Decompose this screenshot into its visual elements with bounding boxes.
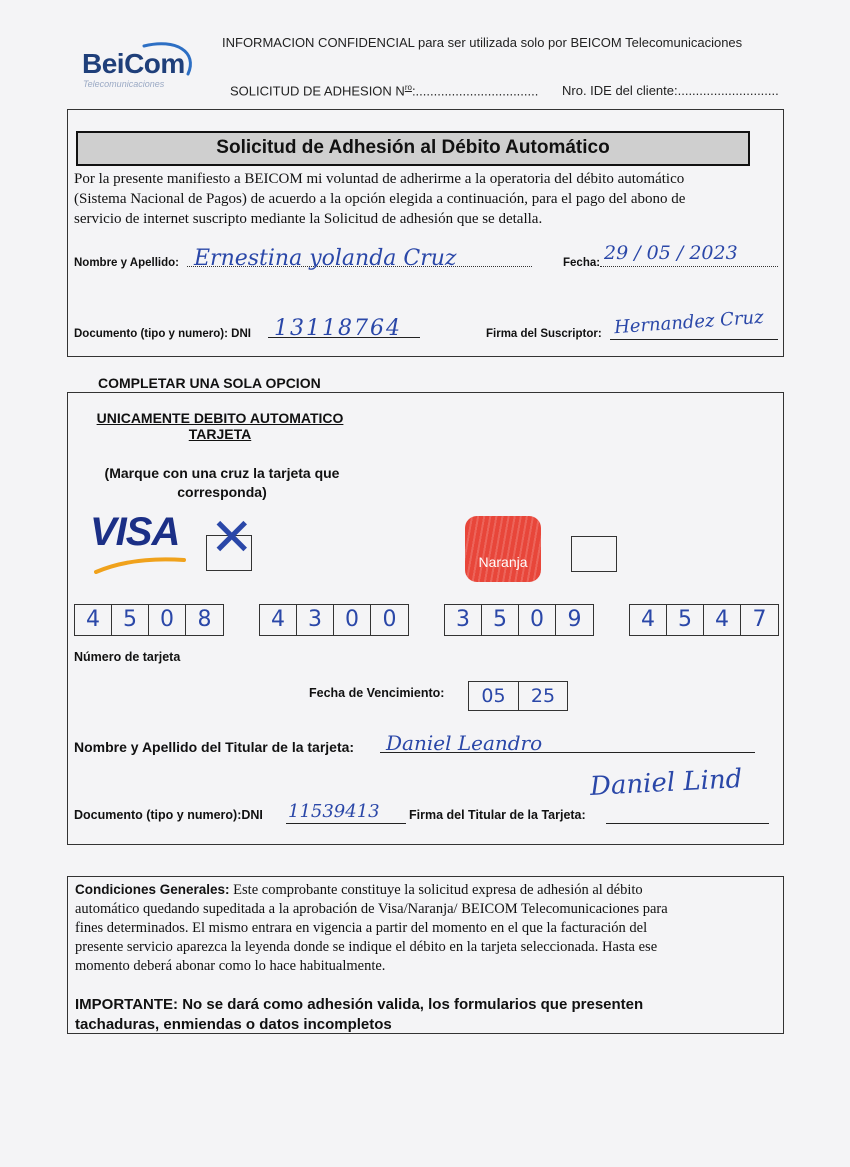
card-number-label: Número de tarjeta bbox=[74, 650, 181, 664]
card-digit: 0 bbox=[149, 605, 186, 635]
solicitud-number bbox=[230, 83, 538, 98]
holder-signature[interactable]: Daniel Lind bbox=[589, 764, 744, 802]
naranja-logo-text: Naranja bbox=[478, 554, 528, 570]
visa-logo-text: VISA bbox=[90, 510, 180, 554]
important-line: tachaduras, enmiendas o datos incompletos bbox=[75, 1016, 392, 1033]
card-instruction-line: (Marque con una cruz la tarjeta que bbox=[104, 465, 340, 481]
company-logo bbox=[80, 40, 200, 92]
card-subheading-line: TARJETA bbox=[188, 426, 252, 442]
card-digit: 5 bbox=[667, 605, 704, 635]
intro-line: servicio de internet suscripto mediante la Solicitud de adhesión que se detalla. bbox=[74, 211, 543, 227]
logo-text: BeiCom bbox=[82, 48, 185, 79]
card-digit: 4 bbox=[75, 605, 112, 635]
naranja-checkbox[interactable] bbox=[571, 536, 617, 572]
card-digit: 5 bbox=[482, 605, 519, 635]
solicitud-label: SOLICITUD DE ADHESION N bbox=[230, 83, 405, 99]
card-digit: 8 bbox=[197, 607, 212, 632]
expiry-month: 05 bbox=[469, 682, 519, 710]
date-line bbox=[600, 266, 778, 267]
form-title: Solicitud de Adhesión al Débito Automático bbox=[76, 131, 750, 166]
naranja-logo bbox=[465, 516, 541, 582]
visa-logo bbox=[90, 510, 190, 574]
intro-paragraph bbox=[74, 169, 774, 229]
card-subheading-line: UNICAMENTE DEBITO AUTOMATICO bbox=[96, 410, 344, 426]
card-digit: 9 bbox=[567, 607, 582, 632]
holder-signature-label: Firma del Titular de la Tarjeta: bbox=[409, 808, 586, 822]
intro-line: (Sistema Nacional de Pagos) de acuerdo a la opción elegida a continuación, para el pago del abono de bbox=[74, 191, 686, 207]
client-id: Nro. IDE del cliente:............................ bbox=[562, 83, 779, 98]
card-digit: 4 bbox=[630, 605, 667, 635]
visa-swoosh-icon bbox=[94, 556, 186, 574]
card-digit: 4 bbox=[260, 605, 297, 635]
holder-document-label: Documento (tipo y numero):DNI bbox=[74, 808, 263, 822]
document-field[interactable]: 13118764 bbox=[274, 316, 402, 341]
important-notice bbox=[75, 995, 643, 1035]
confidential-notice: INFORMACION CONFIDENCIAL para ser utilizada solo por BEICOM Telecomunicaciones bbox=[222, 35, 743, 50]
card-number-group-3[interactable] bbox=[444, 604, 594, 636]
option-heading: COMPLETAR UNA SOLA OPCION bbox=[98, 375, 321, 391]
card-subheading bbox=[84, 410, 356, 442]
card-digit: 0 bbox=[519, 605, 556, 635]
card-digit: 3 bbox=[445, 605, 482, 635]
visa-check-mark: ✕ bbox=[210, 508, 254, 568]
holder-document-line bbox=[286, 823, 406, 824]
holder-name-field[interactable]: Daniel Leandro bbox=[386, 731, 543, 755]
date-label: Fecha: bbox=[563, 257, 601, 269]
holder-signature-line bbox=[606, 823, 769, 824]
conditions-line: presente servicio aparezca la leyenda donde se indique el débito en la tarjeta seleccionada. Hasta ese bbox=[75, 939, 658, 955]
card-digit: 4 bbox=[704, 605, 741, 635]
name-field[interactable]: Ernestina yolanda Cruz bbox=[194, 246, 457, 271]
card-digit: 0 bbox=[334, 605, 371, 635]
conditions-line: momento deberá abonar como lo hace habitualmente. bbox=[75, 958, 386, 974]
expiry-label: Fecha de Vencimiento: bbox=[309, 686, 445, 700]
card-instruction bbox=[86, 464, 358, 502]
expiry-field[interactable] bbox=[468, 681, 568, 711]
solicitud-dots: :.................................. bbox=[411, 83, 539, 99]
name-label: Nombre y Apellido: bbox=[74, 257, 179, 269]
date-field[interactable]: 29 / 05 / 2023 bbox=[604, 242, 738, 264]
conditions-text bbox=[75, 880, 778, 976]
conditions-line: fines determinados. El mismo entrara en vigencia a partir del momento en el que la facturación del bbox=[75, 920, 648, 936]
card-number-group-4[interactable] bbox=[629, 604, 779, 636]
important-line: IMPORTANTE: No se dará como adhesión valida, los formularios que presenten bbox=[75, 996, 644, 1013]
subscriber-signature-label: Firma del Suscriptor: bbox=[486, 328, 602, 340]
document-label: Documento (tipo y numero): DNI bbox=[74, 328, 251, 340]
card-instruction-line: corresponda) bbox=[177, 484, 267, 500]
card-number-group-2[interactable] bbox=[259, 604, 409, 636]
solicitud-sup: ro bbox=[404, 83, 412, 92]
intro-line: Por la presente manifiesto a BEICOM mi voluntad de adherirme a la operatoria del débito automático bbox=[74, 171, 685, 187]
expiry-year: 25 bbox=[530, 685, 556, 707]
card-number-group-1[interactable] bbox=[74, 604, 224, 636]
conditions-line: automático quedando supeditada a la aprobación de Visa/Naranja/ BEICOM Telecomunicaciones para bbox=[75, 901, 668, 917]
card-digit: 3 bbox=[297, 605, 334, 635]
card-digit: 0 bbox=[382, 607, 397, 632]
card-digit: 7 bbox=[752, 607, 767, 632]
conditions-line: Este comprobante constituye la solicitud expresa de adhesión al débito bbox=[233, 882, 643, 898]
card-digit: 5 bbox=[112, 605, 149, 635]
conditions-label: Condiciones Generales: bbox=[75, 882, 230, 897]
logo-subtitle: Telecomunicaciones bbox=[83, 79, 165, 89]
subscriber-signature[interactable]: Hernandez Cruz bbox=[613, 306, 765, 339]
holder-name-label: Nombre y Apellido del Titular de la tarjeta: bbox=[74, 739, 355, 755]
subscriber-signature-line bbox=[610, 339, 778, 340]
holder-document-field[interactable]: 11539413 bbox=[288, 801, 380, 822]
